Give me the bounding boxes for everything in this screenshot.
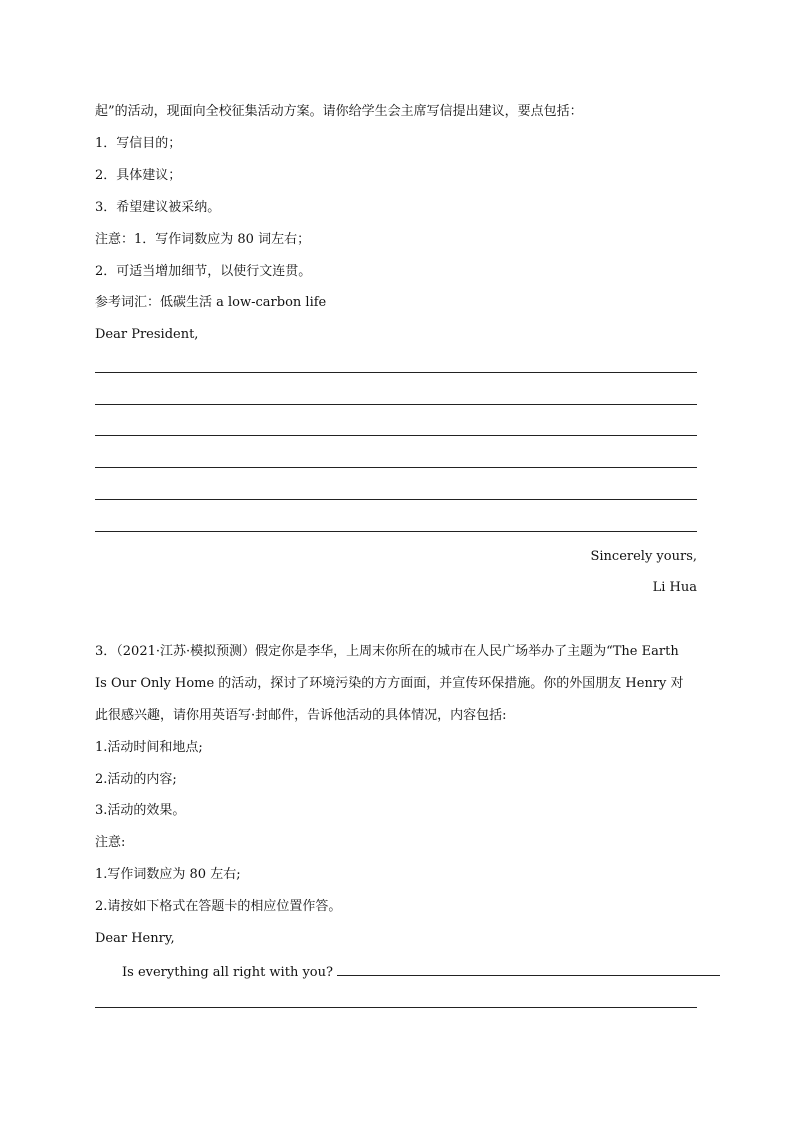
q3-opening-sentence: Is everything all right with you? <box>122 965 333 980</box>
q3-prompt-line-1: 3．（2021·江苏·模拟预测）假定你是李华，上周末你所在的城市在人民广场举办了主题为“The Earth <box>95 644 679 659</box>
q2-closing: Sincerely yours, <box>590 549 697 564</box>
q2-instruction-line: 起”的活动，现面向全校征集活动方案。请你给学生会主席写信提出建议，要点包括： <box>95 104 583 119</box>
q2-salutation: Dear President, <box>95 327 199 342</box>
q2-point-3: 3．希望建议被采纳。 <box>95 200 221 215</box>
q3-point-3: 3.活动的效果。 <box>95 803 186 818</box>
q3-opening-line <box>122 961 720 982</box>
answer-line <box>95 1007 697 1008</box>
answer-line <box>95 435 697 436</box>
answer-line <box>95 467 697 468</box>
q3-prompt-line-3: 此很感兴趣，请你用英语写·封邮件，告诉他活动的具体情况，内容包括: <box>95 708 507 723</box>
q3-point-2: 2.活动的内容; <box>95 772 177 787</box>
answer-line <box>95 372 697 373</box>
q2-note-1: 注意：1．写作词数应为 80 词左右； <box>95 232 311 247</box>
answer-line <box>95 404 697 405</box>
q2-note-2: 2．可适当增加细节，以使行文连贯。 <box>95 264 312 279</box>
q2-point-2: 2．具体建议； <box>95 168 182 183</box>
q3-point-1: 1.活动时间和地点; <box>95 740 203 755</box>
q3-note-2: 2.请按如下格式在答题卡的相应位置作答。 <box>95 899 342 914</box>
q3-note-label: 注意: <box>95 835 126 850</box>
q2-point-1: 1．写信目的； <box>95 136 182 151</box>
answer-line <box>337 961 720 976</box>
q3-salutation: Dear Henry, <box>95 931 175 946</box>
q3-prompt-line-2: Is Our Only Home 的活动，探讨了环境污染的方方面面，并宣传环保措施。你的外国朋友 Henry 对 <box>95 676 684 691</box>
q2-signature: Li Hua <box>652 580 697 595</box>
q3-note-1: 1.写作词数应为 80 左右; <box>95 867 241 882</box>
q2-vocabulary: 参考词汇：低碳生活 a low-carbon life <box>95 295 327 310</box>
answer-line <box>95 499 697 500</box>
answer-line <box>95 531 697 532</box>
